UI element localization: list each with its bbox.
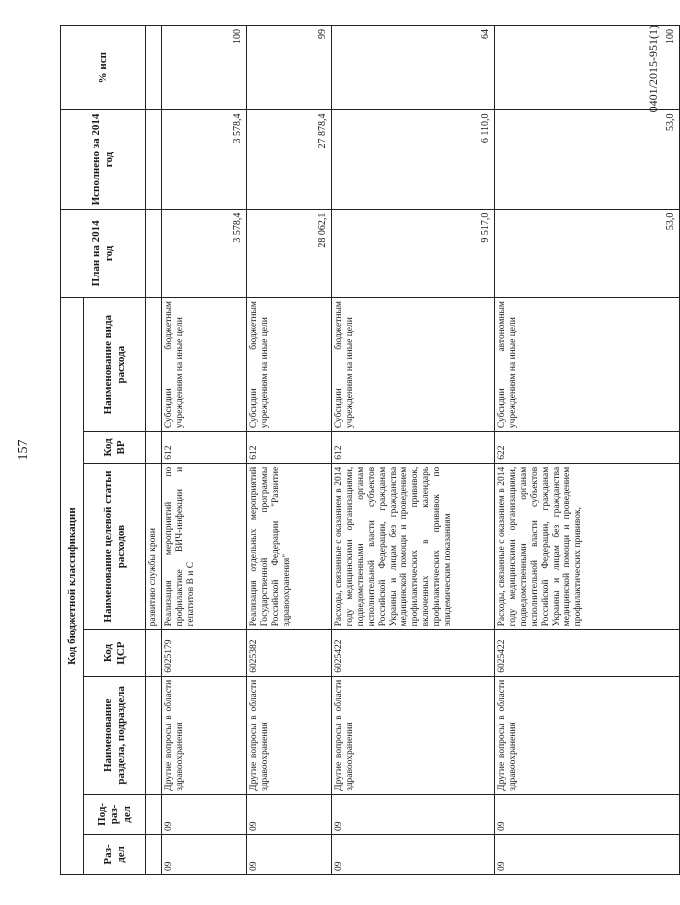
vr-name-cell: Субсидии автономным учреждениям на иные цели (494, 298, 679, 432)
csr-cell: 6025422 (494, 630, 679, 676)
budget-table (60, 25, 680, 875)
table-header-group-row (61, 26, 84, 875)
plan-cell: 3 578,4 (161, 209, 246, 298)
exec-cell: 27 878,4 (246, 110, 331, 209)
pct-cell: 100 (494, 26, 679, 110)
csr-name-cell: Реализация мероприятий по профилактике ВИЧ-инфекции и гепатитов B и C (161, 463, 246, 630)
vr-cell: 612 (246, 432, 331, 464)
razdel-cell: 09 (246, 834, 331, 874)
continuation-row (146, 26, 162, 875)
exec-cell: 3 578,4 (161, 110, 246, 209)
razdel-cell: 09 (494, 834, 679, 874)
rotated-page (16, 25, 677, 875)
csr-cell: 6025422 (331, 630, 494, 676)
plan-cell: 28 062,1 (246, 209, 331, 298)
group-title: Код бюджетной классификации (61, 298, 84, 875)
vr-name-cell: Субсидии бюджетным учреждениям на иные цели (246, 298, 331, 432)
plan-cell: 9 517,0 (331, 209, 494, 298)
csr-name-cell: Расходы, связанные с оказанием в 2014 году медицинскими организациями, подведомственными органам исполнительной власти субъектов Российской Федерации, гражданам Украины и лицам без гражданства медицинской помощи и проведением профилактических прививок, включенных в календарь профилактических прививок по эпидемическим показаниям (331, 463, 494, 630)
table-row (246, 26, 331, 875)
pct-cell: 100 (161, 26, 246, 110)
col-csr-header: Код ЦСР (84, 630, 146, 676)
vr-cell: 612 (161, 432, 246, 464)
podrazdel-cell: 09 (246, 794, 331, 834)
col-pct-header: % исп (61, 26, 146, 110)
razdel-cell: 09 (161, 834, 246, 874)
document-code: 0401/2015-951(1) (646, 25, 660, 113)
table-row (494, 26, 679, 875)
exec-cell: 6 110,0 (331, 110, 494, 209)
podrazdel-cell: 09 (494, 794, 679, 834)
razdel-name-cell: Другие вопросы в области здравоохранения (161, 676, 246, 794)
col-exec-header: Исполнено за 2014 год (61, 110, 146, 209)
table-row (161, 26, 246, 875)
vr-name-cell: Субсидии бюджетным учреждениям на иные цели (331, 298, 494, 432)
page-number: 157 (16, 439, 31, 461)
col-plan-header: План на 2014 год (61, 209, 146, 298)
col-csr-name-header: Наименование целевой статьи расходов (84, 463, 146, 630)
col-razdel-name-header: Наименование раздела, подраздела (84, 676, 146, 794)
csr-cell: 6025382 (246, 630, 331, 676)
csr-name-cell: Реализация отдельных мероприятий Государственной программы Российской Федерации "Развитие здравоохранения" (246, 463, 331, 630)
col-vr-name-header: Наименование вида расхода (84, 298, 146, 432)
col-podrazdel-header: Под-раз-дел (84, 794, 146, 834)
csr-cell: 6025179 (161, 630, 246, 676)
podrazdel-cell: 09 (161, 794, 246, 834)
vr-cell: 622 (494, 432, 679, 464)
razdel-name-cell: Другие вопросы в области здравоохранения (494, 676, 679, 794)
table-row (331, 26, 494, 875)
pct-cell: 64 (331, 26, 494, 110)
podrazdel-cell: 09 (331, 794, 494, 834)
razdel-cell: 09 (331, 834, 494, 874)
razdel-name-cell: Другие вопросы в области здравоохранения (246, 676, 331, 794)
exec-cell: 53,0 (494, 110, 679, 209)
csr-name-cell: Расходы, связанные с оказанием в 2014 году медицинскими организациями, подведомственными органам исполнительной власти субъектов Российской Федерации, гражданам Украины и лицам без гражданства медицинской помощи и проведением профилактических прививок, (494, 463, 679, 630)
continuation-text: развитию службы крови (146, 463, 162, 630)
razdel-name-cell: Другие вопросы в области здравоохранения (331, 676, 494, 794)
vr-cell: 612 (331, 432, 494, 464)
col-vr-header: Код ВР (84, 432, 146, 464)
vr-name-cell: Субсидии бюджетным учреждениям на иные цели (161, 298, 246, 432)
col-razdel-header: Раз-дел (84, 834, 146, 874)
pct-cell: 99 (246, 26, 331, 110)
plan-cell: 53,0 (494, 209, 679, 298)
